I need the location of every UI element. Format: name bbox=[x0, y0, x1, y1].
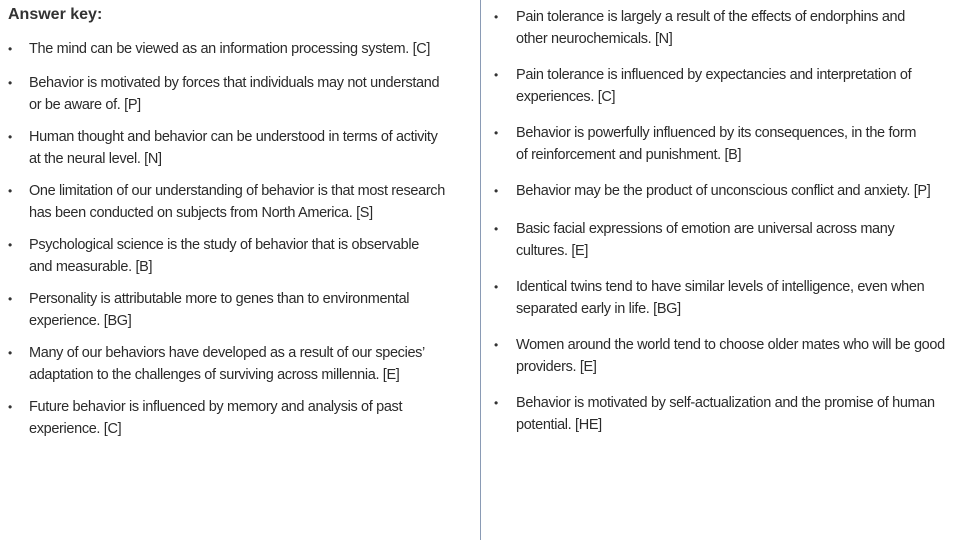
list-item-text bbox=[29, 288, 468, 332]
bullet-icon: • bbox=[8, 130, 13, 144]
text-line: of reinforcement and punishment. [B] bbox=[516, 147, 742, 163]
text-line: potential. [HE] bbox=[516, 417, 602, 433]
bullet-icon: • bbox=[494, 280, 499, 294]
list-item-text bbox=[29, 234, 468, 278]
list-item-text bbox=[516, 276, 954, 320]
text-line: Pain tolerance is largely a result of the effects of endorphins and bbox=[516, 9, 905, 25]
list-item-text bbox=[29, 126, 468, 170]
list-item-text bbox=[516, 180, 954, 202]
bullet-icon: • bbox=[8, 76, 13, 90]
bullet-icon: • bbox=[494, 126, 499, 140]
text-line: Pain tolerance is influenced by expectancies and interpretation of bbox=[516, 67, 912, 83]
text-line: One limitation of our understanding of behavior is that most research bbox=[29, 183, 445, 199]
bullet-icon: • bbox=[8, 184, 13, 198]
text-line: Identical twins tend to have similar levels of intelligence, even when bbox=[516, 279, 925, 295]
bullet-icon: • bbox=[8, 42, 13, 56]
bullet-icon: • bbox=[494, 222, 499, 236]
bullet-icon: • bbox=[494, 396, 499, 410]
list-item-text bbox=[516, 334, 954, 378]
bullet-icon: • bbox=[8, 400, 13, 414]
text-line: at the neural level. [N] bbox=[29, 151, 162, 167]
text-line: and measurable. [B] bbox=[29, 259, 153, 275]
text-line: experiences. [C] bbox=[516, 89, 616, 105]
list-item-text bbox=[29, 342, 468, 386]
text-line: experience. [BG] bbox=[29, 313, 132, 329]
bullet-icon: • bbox=[494, 338, 499, 352]
list-item-text bbox=[29, 38, 468, 60]
text-line: Personality is attributable more to genes than to environmental bbox=[29, 291, 410, 307]
list-item-text bbox=[516, 392, 954, 436]
text-line: Behavior is motivated by self-actualization and the promise of human bbox=[516, 395, 935, 411]
list-item-text bbox=[516, 6, 954, 50]
text-line: Behavior is motivated by forces that individuals may not understand bbox=[29, 75, 440, 91]
text-line: The mind can be viewed as an information processing system. [C] bbox=[29, 41, 431, 57]
text-line: separated early in life. [BG] bbox=[516, 301, 681, 317]
column-divider bbox=[480, 0, 481, 540]
text-line: cultures. [E] bbox=[516, 243, 589, 259]
list-item-text bbox=[516, 64, 954, 108]
bullet-icon: • bbox=[494, 10, 499, 24]
list-item-text bbox=[516, 218, 954, 262]
text-line: other neurochemicals. [N] bbox=[516, 31, 673, 47]
list-item-text bbox=[29, 396, 468, 440]
text-line: Behavior is powerfully influenced by its consequences, in the form bbox=[516, 125, 917, 141]
text-line: has been conducted on subjects from North America. [S] bbox=[29, 205, 373, 221]
text-line: Women around the world tend to choose older mates who will be good bbox=[516, 337, 945, 353]
bullet-icon: • bbox=[8, 292, 13, 306]
bullet-icon: • bbox=[8, 238, 13, 252]
text-line: Human thought and behavior can be understood in terms of activity bbox=[29, 129, 438, 145]
text-line: experience. [C] bbox=[29, 421, 122, 437]
text-line: Behavior may be the product of unconscious conflict and anxiety. [P] bbox=[516, 183, 931, 199]
list-item-text bbox=[29, 72, 468, 116]
text-line: Future behavior is influenced by memory and analysis of past bbox=[29, 399, 403, 415]
text-line: Many of our behaviors have developed as a result of our species’ bbox=[29, 345, 425, 361]
bullet-icon: • bbox=[8, 346, 13, 360]
list-item-text bbox=[29, 180, 468, 224]
text-line: Basic facial expressions of emotion are universal across many bbox=[516, 221, 895, 237]
list-item-text bbox=[516, 122, 954, 166]
page-title: Answer key: bbox=[8, 6, 103, 23]
bullet-icon: • bbox=[494, 184, 499, 198]
text-line: providers. [E] bbox=[516, 359, 597, 375]
text-line: or be aware of. [P] bbox=[29, 97, 141, 113]
text-line: Psychological science is the study of behavior that is observable bbox=[29, 237, 419, 253]
text-line: adaptation to the challenges of surviving across millennia. [E] bbox=[29, 367, 400, 383]
bullet-icon: • bbox=[494, 68, 499, 82]
